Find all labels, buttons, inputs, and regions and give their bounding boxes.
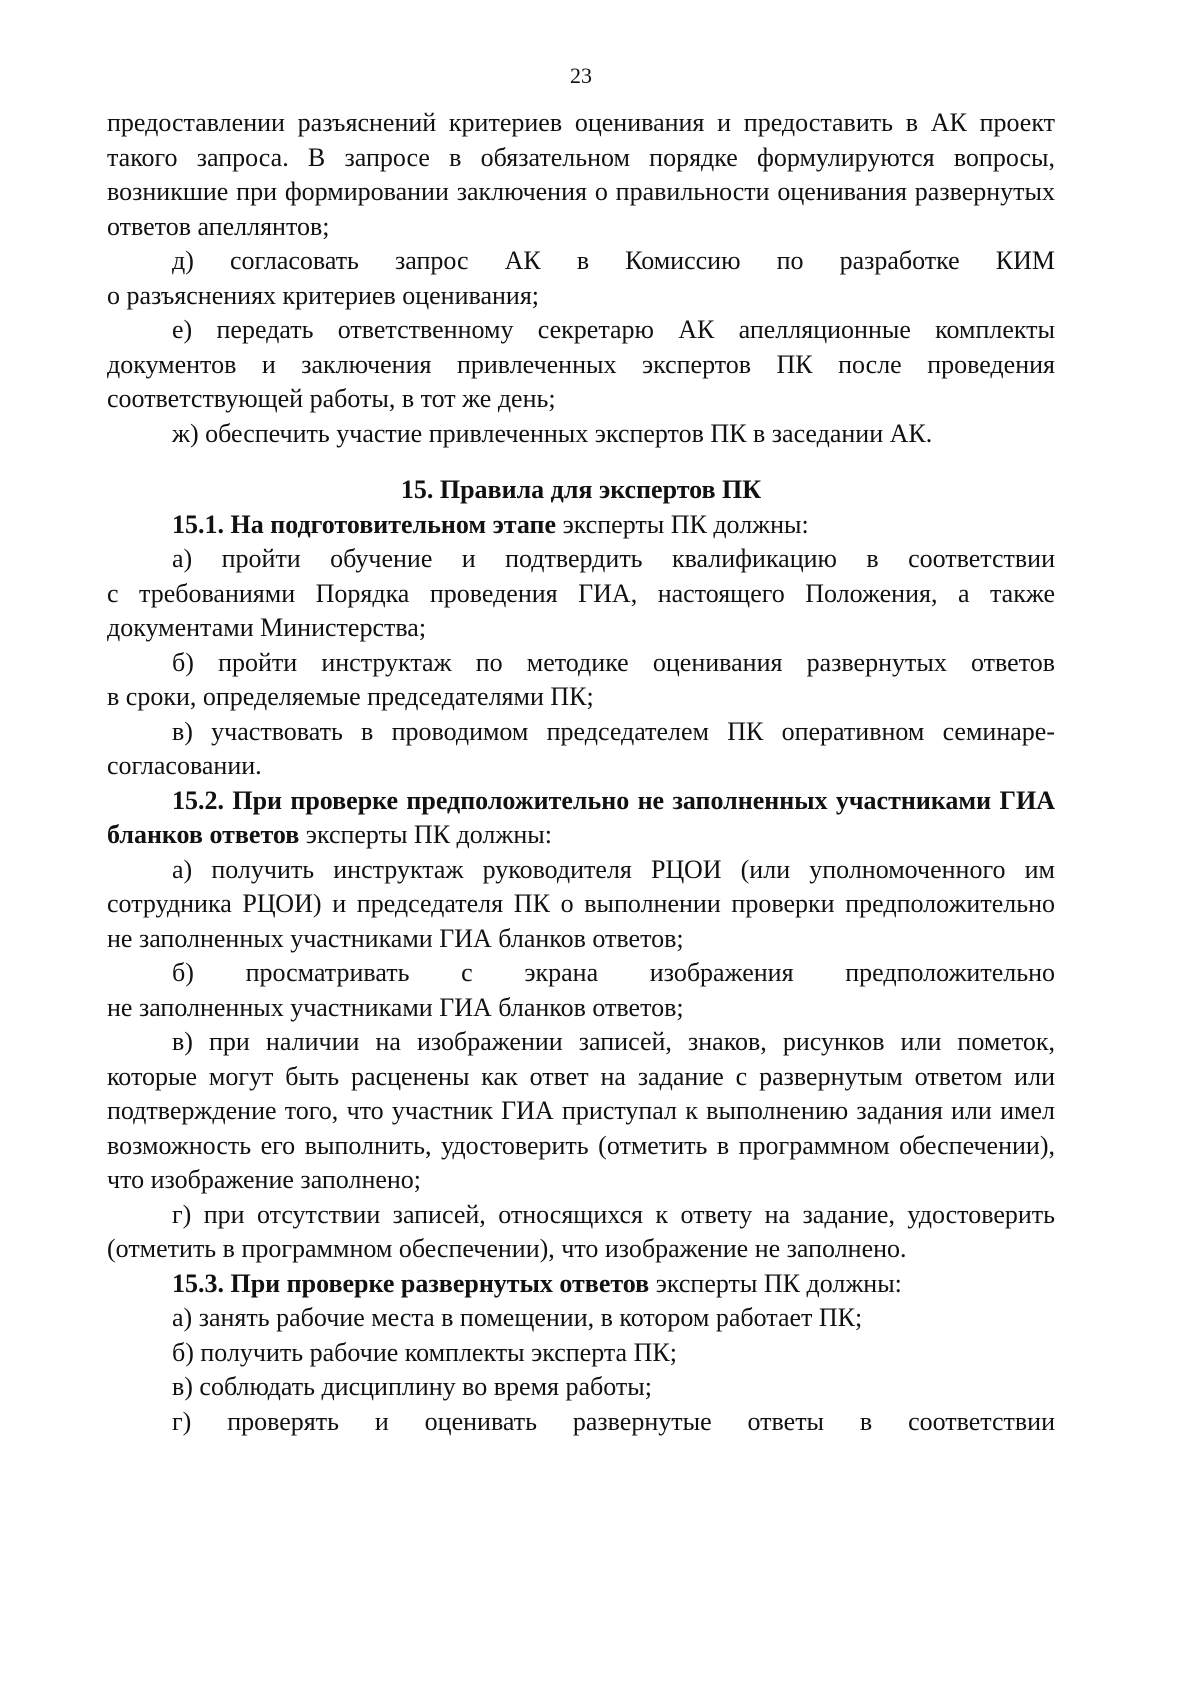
text-line: б) получить рабочие комплекты эксперта ПК; bbox=[172, 1337, 677, 1367]
text-line: которые могут быть расценены как ответ на задание с развернутым ответом или bbox=[107, 1061, 1055, 1091]
text-line: подтверждение того, что участник ГИА приступал к выполнению задания или имел bbox=[107, 1096, 1055, 1125]
bold-text: бланков ответов bbox=[107, 820, 300, 849]
text-line bbox=[107, 1267, 1055, 1302]
paragraph-item-d bbox=[107, 244, 1055, 313]
paragraph-15-1-v bbox=[107, 715, 1055, 784]
paragraph-15-3-b bbox=[107, 1336, 1055, 1371]
plain-text: эксперты ПК должны: bbox=[655, 1268, 902, 1298]
text-line: ответов апеллянтов; bbox=[107, 211, 330, 241]
paragraph-15-1-a bbox=[107, 542, 1055, 646]
text-line: документами Министерства; bbox=[107, 613, 427, 642]
text-line: не заполненных участниками ГИА бланков ответов; bbox=[107, 992, 684, 1022]
paragraph-continuation bbox=[107, 106, 1055, 244]
text-line: е) передать ответственному секретарю АК апелляционные комплекты bbox=[172, 315, 1055, 344]
subsection-15-3-lead bbox=[107, 1267, 1055, 1302]
text-line: согласовании. bbox=[107, 751, 262, 780]
text-line: не заполненных участниками ГИА бланков ответов; bbox=[107, 923, 684, 953]
text-line: г) проверять и оценивать развернутые ответы в соответствии bbox=[172, 1406, 1055, 1436]
paragraph-item-e bbox=[107, 313, 1055, 417]
text-line: о разъяснениях критериев оценивания; bbox=[107, 280, 539, 310]
paragraph-15-3-g bbox=[107, 1405, 1055, 1440]
text-line: а) получить инструктаж руководителя РЦОИ (или уполномоченного им bbox=[172, 854, 1055, 884]
subsection-15-1-lead bbox=[107, 508, 1055, 543]
text-line: что изображение заполнено; bbox=[107, 1165, 422, 1194]
text-line: в сроки, определяемые председателями ПК; bbox=[107, 682, 594, 711]
paragraph-15-1-b bbox=[107, 646, 1055, 715]
text-line: а) пройти обучение и подтвердить квалификацию в соответствии bbox=[172, 544, 1055, 573]
text-line: возникшие при формировании заключения о правильности оценивания развернутых bbox=[107, 177, 1055, 206]
paragraph-15-3-v bbox=[107, 1370, 1055, 1405]
text-line: в) при наличии на изображении записей, знаков, рисунков или пометок, bbox=[172, 1027, 1055, 1056]
paragraph-15-2-a bbox=[107, 853, 1055, 957]
paragraph-item-zh bbox=[107, 417, 1055, 452]
bold-text: 15.3. При проверке развернутых ответов bbox=[172, 1268, 650, 1298]
plain-text: эксперты ПК должны: bbox=[562, 509, 809, 539]
text-line bbox=[107, 508, 1055, 543]
text-line: в) участвовать в проводимом председателем ПК оперативном семинаре- bbox=[172, 716, 1055, 746]
text-line: (отметить в программном обеспечении), что изображение не заполнено. bbox=[107, 1234, 907, 1263]
bold-text: 15.1. На подготовительном этапе bbox=[172, 509, 557, 539]
bold-text: 15.2. При проверке предположительно не заполненных участниками ГИА bbox=[172, 785, 1055, 815]
text-line: предоставлении разъяснений критериев оценивания и предоставить в АК проект bbox=[107, 108, 1055, 137]
document-body bbox=[107, 106, 1055, 1439]
text-line: д) согласовать запрос АК в Комиссию по разработке КИМ bbox=[172, 246, 1055, 275]
text-line: сотрудника РЦОИ) и председателя ПК о выполнении проверки предположительно bbox=[107, 889, 1055, 918]
text-line: б) просматривать с экрана изображения предположительно bbox=[172, 958, 1055, 987]
paragraph-15-2-v bbox=[107, 1025, 1055, 1198]
text-line: г) при отсутствии записей, относящихся к ответу на задание, удостоверить bbox=[172, 1199, 1055, 1229]
text-line: б) пройти инструктаж по методике оценивания развернутых ответов bbox=[172, 647, 1055, 677]
section-heading: 15. Правила для экспертов ПК bbox=[400, 475, 762, 504]
paragraph-15-2-g bbox=[107, 1198, 1055, 1267]
text-line bbox=[107, 818, 1055, 853]
plain-text: эксперты ПК должны: bbox=[305, 820, 552, 849]
subsection-15-2-lead bbox=[107, 784, 1055, 853]
text-line: а) занять рабочие места в помещении, в котором работает ПК; bbox=[172, 1303, 863, 1332]
text-line: соответствующей работы, в тот же день; bbox=[107, 384, 556, 413]
text-line: документов и заключения привлеченных экспертов ПК после проведения bbox=[107, 349, 1055, 379]
text-line: с требованиями Порядка проведения ГИА, настоящего Положения, а также bbox=[107, 578, 1055, 608]
page-number: 23 bbox=[570, 63, 592, 88]
text-line: в) соблюдать дисциплину во время работы; bbox=[172, 1372, 652, 1401]
paragraph-15-3-a bbox=[107, 1301, 1055, 1336]
text-line: такого запроса. В запросе в обязательном порядке формулируются вопросы, bbox=[107, 142, 1055, 172]
paragraph-15-2-b bbox=[107, 956, 1055, 1025]
text-line: возможность его выполнить, удостоверить (отметить в программном обеспечении), bbox=[107, 1130, 1055, 1160]
text-line: ж) обеспечить участие привлеченных экспертов ПК в заседании АК. bbox=[172, 418, 933, 448]
